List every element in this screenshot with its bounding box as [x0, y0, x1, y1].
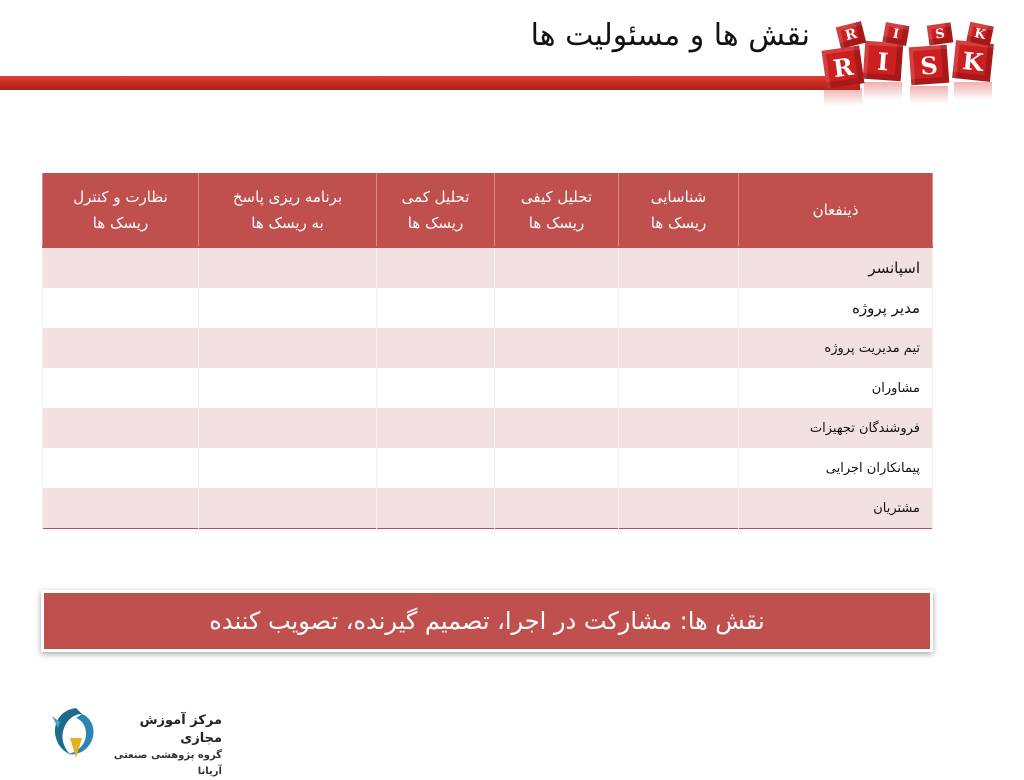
- row-label: مشاوران: [739, 368, 933, 408]
- table-row: [43, 368, 933, 408]
- slide-title: نقش ها و مسئولیت ها: [530, 18, 810, 53]
- risk-cube-small-s: S: [927, 22, 954, 45]
- table-cell: [619, 488, 739, 529]
- table-cell: [495, 488, 619, 529]
- table-cell: [377, 288, 495, 328]
- header-quantitative-analysis: تحلیل کمی ریسک ها: [377, 174, 495, 248]
- table-row: [43, 408, 933, 448]
- risk-cube-r: R: [822, 46, 865, 89]
- table-cell: [43, 448, 199, 488]
- header-response-planning: برنامه ریزی پاسخ به ریسک ها: [199, 174, 377, 248]
- table-cell: [377, 247, 495, 288]
- risk-cube-i: I: [863, 41, 904, 82]
- risk-cubes-logo: [822, 24, 998, 116]
- header-stakeholders: ذینفعان: [739, 174, 933, 248]
- header-qualitative-analysis: تحلیل کیفی ریسک ها: [495, 174, 619, 248]
- table-cell: [43, 247, 199, 288]
- risk-reflection: [954, 82, 992, 100]
- table-row: [43, 488, 933, 529]
- table-cell: [495, 368, 619, 408]
- row-label: تیم مدیریت پروژه: [739, 328, 933, 368]
- risk-reflection: [864, 82, 902, 100]
- table-cell: [377, 448, 495, 488]
- risk-reflection: [910, 86, 948, 104]
- table-cell: [43, 488, 199, 529]
- row-label: مدیر پروژه: [739, 288, 933, 328]
- table-cell: [43, 368, 199, 408]
- table-cell: [619, 247, 739, 288]
- table-cell: [43, 288, 199, 328]
- header-red-bar: [0, 76, 860, 90]
- table-row: [43, 247, 933, 288]
- table-row: [43, 288, 933, 328]
- roles-table-container: [42, 173, 932, 529]
- table-header-row: [43, 174, 933, 248]
- table-cell: [377, 328, 495, 368]
- table-cell: [377, 488, 495, 529]
- table-cell: [199, 247, 377, 288]
- table-cell: [619, 448, 739, 488]
- row-label: مشتریان: [739, 488, 933, 529]
- table-cell: [199, 368, 377, 408]
- table-cell: [619, 368, 739, 408]
- org-subtitle: گروه پژوهشی صنعتی آریانا: [113, 750, 222, 777]
- row-label: فروشندگان تجهیزات: [739, 408, 933, 448]
- table-cell: [619, 408, 739, 448]
- table-cell: [495, 247, 619, 288]
- roles-responsibilities-table: [42, 173, 933, 529]
- org-emblem-icon: [48, 702, 104, 764]
- table-row: [43, 448, 933, 488]
- table-cell: [199, 328, 377, 368]
- risk-cube-small-r: R: [836, 21, 867, 49]
- risk-cube-s: S: [909, 45, 950, 86]
- table-cell: [199, 448, 377, 488]
- table-cell: [43, 328, 199, 368]
- roles-summary-banner: [44, 593, 930, 649]
- risk-cube-k: K: [952, 40, 994, 82]
- org-name: مرکز آموزش مجازی: [139, 713, 222, 746]
- table-cell: [619, 328, 739, 368]
- row-label: پیمانکاران اجرایی: [739, 448, 933, 488]
- risk-reflection: [824, 88, 862, 106]
- table-cell: [377, 408, 495, 448]
- table-cell: [199, 288, 377, 328]
- table-row: [43, 328, 933, 368]
- header-monitoring-control: نظارت و کنترل ریسک ها: [43, 174, 199, 248]
- risk-cube-small-k: K: [966, 22, 994, 47]
- table-cell: [377, 368, 495, 408]
- header-identification: شناسایی ریسک ها: [619, 174, 739, 248]
- table-cell: [495, 448, 619, 488]
- table-cell: [199, 488, 377, 529]
- table-cell: [495, 288, 619, 328]
- table-cell: [619, 288, 739, 328]
- table-cell: [495, 408, 619, 448]
- risk-cube-small-i: I: [882, 22, 909, 46]
- table-cell: [495, 328, 619, 368]
- table-cell: [199, 408, 377, 448]
- org-text-block: [100, 712, 222, 780]
- banner-text: نقش ها: مشارکت در اجرا، تصمیم گیرنده، تصویب کننده: [209, 607, 765, 635]
- table-cell: [43, 408, 199, 448]
- row-label: اسپانسر: [739, 247, 933, 288]
